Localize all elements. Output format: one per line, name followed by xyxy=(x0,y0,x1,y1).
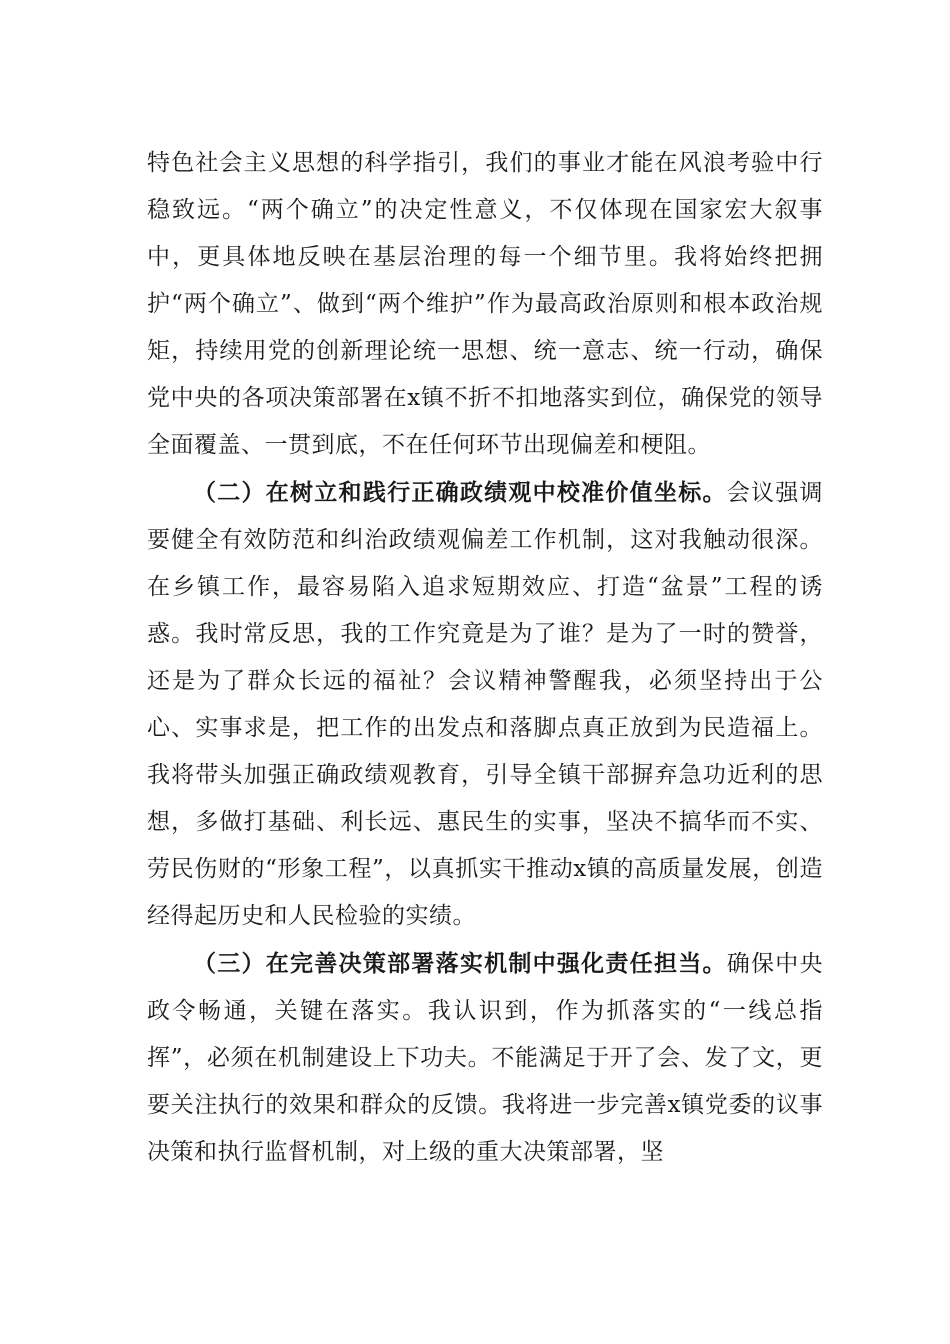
paragraph-section-2 xyxy=(147,469,823,940)
paragraph-continuation xyxy=(147,140,823,469)
paragraph-section-3 xyxy=(147,940,823,1176)
document-body xyxy=(147,140,823,1176)
section-heading-2: （二）在树立和践行正确政绩观中校准价值坐标。 xyxy=(193,479,727,506)
paragraph-text: 会议强调要健全有效防范和纠治政绩观偏差工作机制，这对我触动很深。在乡镇工作，最容易陷入追求短期效应、打造“盆景”工程的诱惑。我时常反思，我的工作究竟是为了谁？是为了一时的赞誉，还是为了群众长远的福祉？会议精神警醒我，必须坚持出于公心、实事求是，把工作的出发点和落脚点真正放到为民造福上。我将带头加强正确政绩观教育，引导全镇干部摒弃急功近利的思想，多做打基础、利长远、惠民生的实事，坚决不搞华而不实、劳民伤财的“形象工程”，以真抓实干推动x镇的高质量发展，创造经得起历史和人民检验的实绩。 xyxy=(147,480,824,929)
paragraph-text: 特色社会主义思想的科学指引，我们的事业才能在风浪考验中行稳致远。“两个确立”的决定性意义，不仅体现在国家宏大叙事中，更具体地反映在基层治理的每一个细节里。我将始终把拥护“两个确立”、做到“两个维护”作为最高政治原则和根本政治规矩，持续用党的创新理论统一思想、统一意志、统一行动，确保党中央的各项决策部署在x镇不折不扣地落实到位，确保党的领导全面覆盖、一贯到底，不在任何环节出现偏差和梗阻。 xyxy=(147,150,823,458)
section-heading-3: （三）在完善决策部署落实机制中强化责任担当。 xyxy=(193,950,727,977)
paragraph-text: 确保中央政令畅通，关键在落实。我认识到，作为抓落实的“一线总指挥”，必须在机制建设上下功夫。不能满足于开了会、发了文，更要关注执行的效果和群众的反馈。我将进一步完善x镇党委的议事决策和执行监督机制，对上级的重大决策部署，坚 xyxy=(147,951,824,1165)
